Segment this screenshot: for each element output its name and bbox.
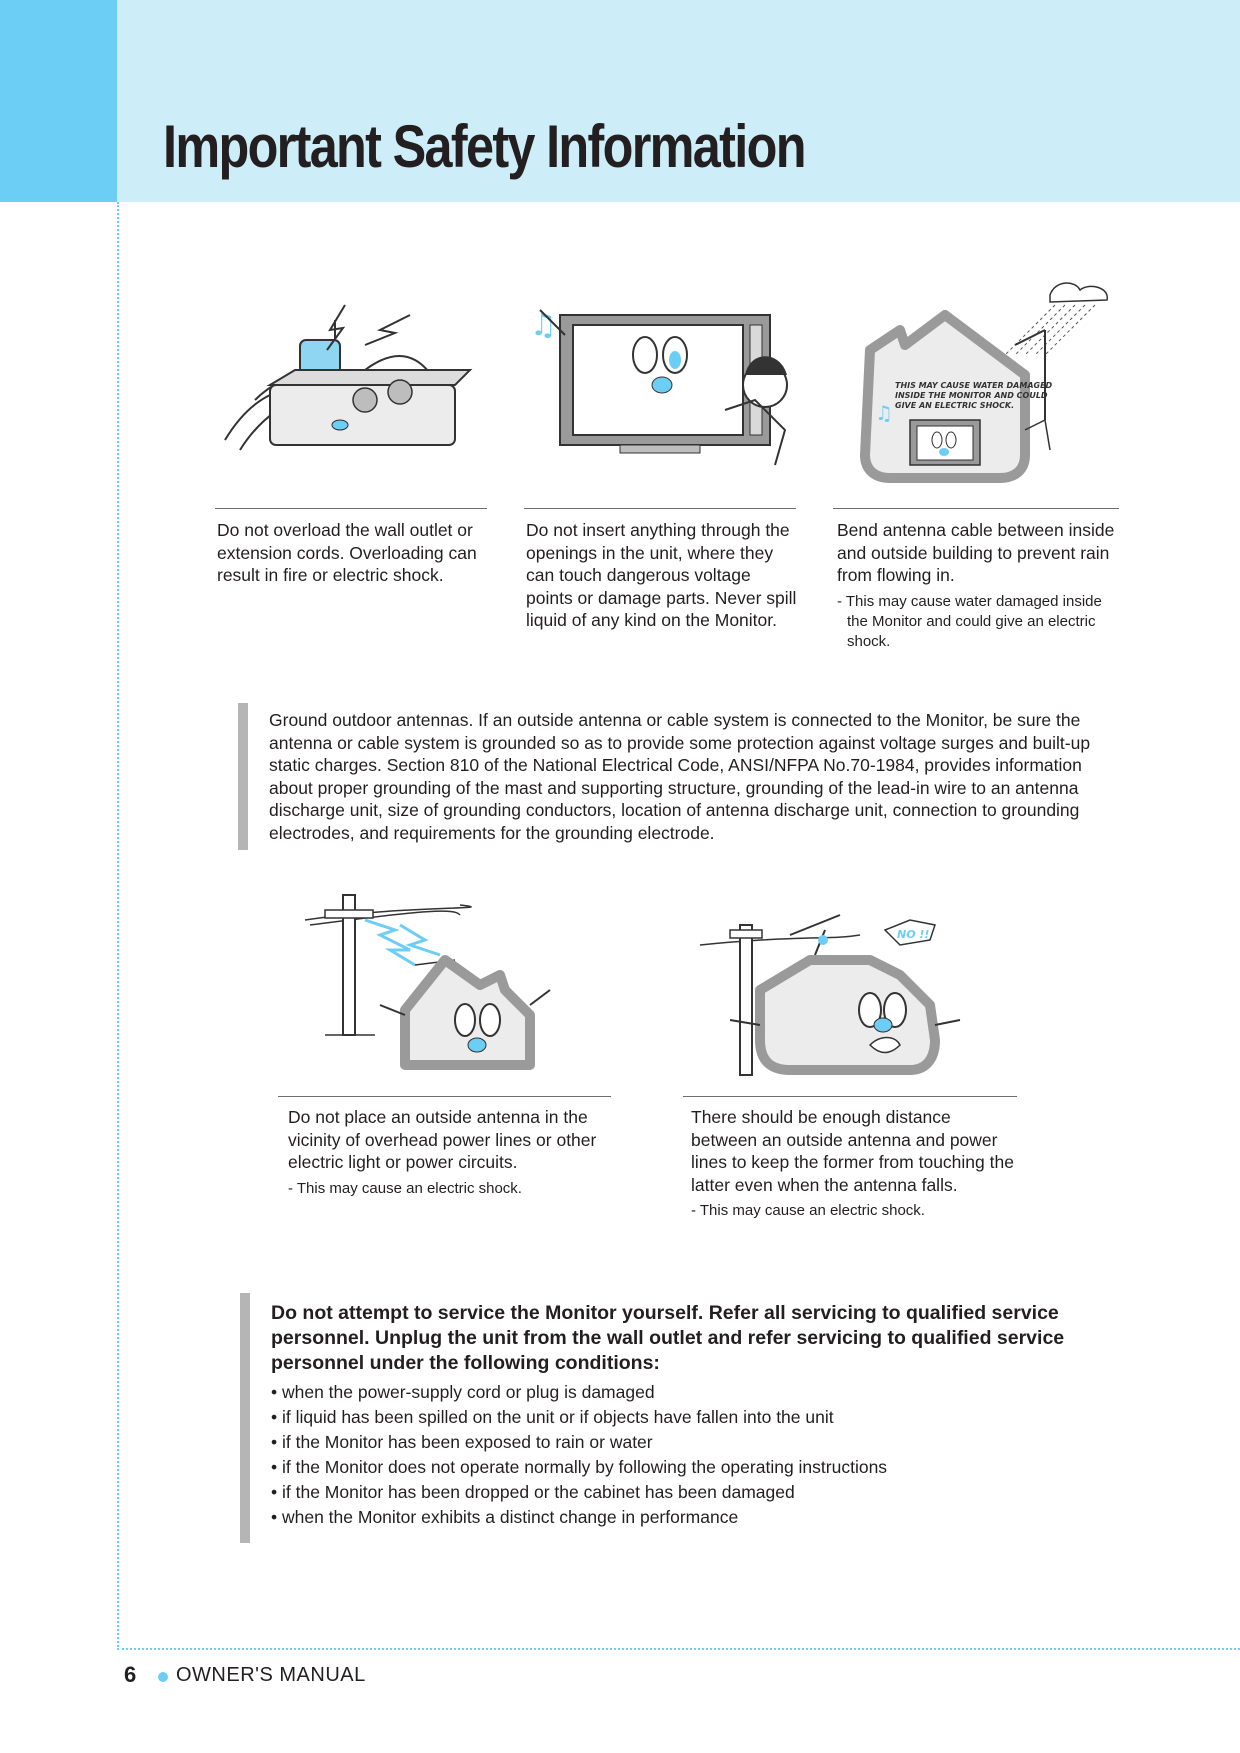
middle-item-1 [288,1106,610,1199]
monitor-insert-illustration [525,300,805,470]
service-condition-item: • if the Monitor does not operate normally by following the operating instructions [271,1457,888,1477]
top-item-text: Do not overload the wall outlet or extension cords. Overloading can result in fire or electric shock. [217,520,477,585]
bottom-dotted-rule [117,1648,1240,1650]
caption-divider-2 [524,508,796,509]
service-heading: Do not attempt to service the Monitor yourself. Refer all servicing to qualified service personnel. Unplug the unit from the wall outlet and refer servicing to qualified service personnel under the following conditions: [271,1302,1065,1374]
grounding-paragraph: Ground outdoor antennas. If an outside antenna or cable system is connected to the Monitor, be sure the antenna or cable system is grounded so as to provide some protection against voltage surges and built-up static charges. Section 810 of the National Electrical Code, ANSI/NFPA No.70-1984, provides information about proper grounding of the mast and supporting structure, grounding of the lead-in wire to an antenna discharge unit, size of grounding conductors, location of antenna discharge unit, connection to grounding electrodes, and requirements for the grounding electrode. [269,710,1091,843]
service-condition-list [271,1380,1101,1530]
lightning-icon [365,920,415,965]
top-item-text: Do not insert anything through the openings in the unit, where they can touch dangerous voltage points or damage parts. Never spill liquid of any kind on the Monitor. [526,520,797,630]
top-item-note: - This may cause water damaged inside the Monitor and could give an electric shock. [837,592,1102,650]
cloud-icon [1050,283,1107,302]
caption-divider-5 [683,1096,1017,1097]
service-condition-item: • if the Monitor has been exposed to rain or water [271,1432,653,1452]
middle-item-2 [691,1106,1021,1221]
music-note-icon: ♫ [530,308,557,343]
caption-divider-3 [833,508,1119,509]
service-side-bar [240,1293,250,1543]
caption-divider-1 [215,508,487,509]
header-accent-tab [0,0,117,202]
power-line-lightning-illustration [305,890,615,1080]
middle-item-note: - This may cause an electric shock. [691,1202,925,1219]
overloaded-outlet-illustration [215,300,485,470]
service-condition-item: • when the Monitor exhibits a distinct change in performance [271,1507,739,1527]
page-title: Important Safety Information [163,113,805,180]
service-condition-item: • if the Monitor has been dropped or the cabinet has been damaged [271,1482,795,1502]
service-section [271,1301,1101,1530]
footer-manual-label: OWNER'S MANUAL [176,1664,366,1686]
top-item-3 [837,519,1119,652]
top-item-2 [526,519,798,632]
page-number: 6 [124,1662,137,1687]
svg-text:♫: ♫ [875,401,893,425]
top-item-1 [217,519,485,587]
service-condition-item: • when the power-supply cord or plug is damaged [271,1382,655,1402]
middle-item-text: Do not place an outside antenna in the vicinity of overhead power lines or other electric light or power circuits. [288,1107,597,1172]
left-dotted-margin-rule [117,202,119,1650]
footer-bullet-icon [158,1672,168,1682]
top-item-text: Bend antenna cable between inside and outside building to prevent rain from flowing in. [837,520,1115,585]
service-condition-item: • if liquid has been spilled on the unit or if objects have fallen into the unit [271,1407,834,1427]
svg-text:THIS MAY CAUSE WATER DAMAGED: THIS MAY CAUSE WATER DAMAGED INSIDE THE MONITOR AND COULD GIVE AN ELECTRIC SHOCK. [895,381,1053,410]
no-label: NO !! [897,928,930,941]
antenna-distance-illustration [700,910,990,1080]
antenna-cable-rain-illustration [845,280,1120,490]
spark-icon-2 [365,315,410,345]
grounding-side-bar [238,703,248,850]
caption-divider-4 [278,1096,611,1097]
middle-item-note: - This may cause an electric shock. [288,1179,522,1197]
middle-item-text: There should be enough distance between an outside antenna and power lines to keep the former from touching the latter even when the antenna falls. [691,1107,1014,1195]
